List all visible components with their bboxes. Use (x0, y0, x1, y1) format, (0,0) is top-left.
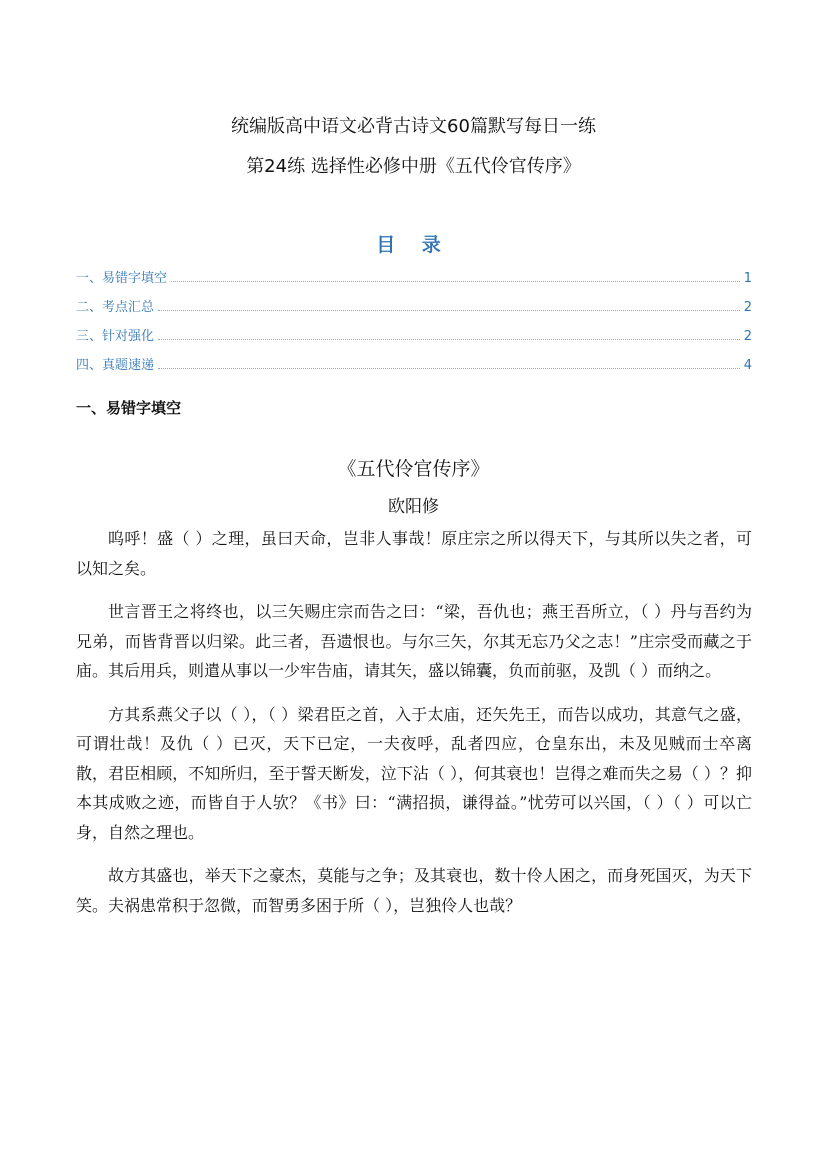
poem-title: 《五代伶官传序》 (337, 458, 490, 480)
toc-leader-dots (158, 338, 740, 340)
document-title: 统编版高中语文必背古诗文60篇默写每日一练 (231, 116, 596, 137)
toc-item-page: 2 (743, 300, 752, 315)
toc-item-label: 三、针对强化 (76, 329, 155, 344)
toc-leader-dots (158, 309, 740, 311)
poem-body (76, 524, 752, 934)
toc-item-label: 四、真题速递 (76, 358, 155, 373)
toc-item-4[interactable] (76, 354, 752, 374)
toc-item-label: 二、考点汇总 (76, 300, 155, 315)
document-subtitle: 第24练 选择性必修中册《五代伶官传序》 (246, 156, 581, 177)
paragraph: 方其系燕父子以（ ），（ ）梁君臣之首，入于太庙，还矢先王，而告以成功，其意气之盛，可谓壮哉！及仇（ ）已灭，天下已定，一夫夜呼，乱者四应，仓皇东出，未及见贼而士卒离散，君臣相顾，不知所归，至于誓天断发，泣下沾（ ），何其衰也！岂得之难而失之易（ ）？抑本其成败之迹，而皆自于人欤？《书》曰：“满招损，谦得益。”忧劳可以兴国，（ ）（ ）可以亡身，自然之理也。 (76, 704, 752, 842)
paragraph: 故方其盛也，举天下之豪杰，莫能与之争；及其衰也，数十伶人困之，而身死国灭，为天下笑。夫祸患常积于忽微，而智勇多困于所（ ），岂独伶人也哉？ (76, 866, 752, 915)
section-heading: 一、易错字填空 (76, 399, 182, 417)
toc-item-1[interactable] (76, 267, 752, 287)
toc-item-3[interactable] (76, 325, 752, 345)
toc-leader-dots (158, 367, 740, 369)
toc-item-2[interactable] (76, 296, 752, 316)
paragraph: 世言晋王之将终也，以三矢赐庄宗而告之曰：“梁，吾仇也；燕王吾所立，（ ）丹与吾约为兄弟，而皆背晋以归梁。此三者，吾遗恨也。与尔三矢，尔其无忘乃父之志！”庄宗受而藏之于庙。其后用兵，则遣从事以一少牢告庙，请其矢，盛以锦囊，负而前驱，及凯（ ）而纳之。 (76, 602, 752, 680)
paragraph: 呜呼！盛（ ）之理，虽曰天命，岂非人事哉！原庄宗之所以得天下，与其所以失之者，可以知之矣。 (76, 529, 752, 578)
toc-item-label: 一、易错字填空 (76, 271, 168, 286)
toc-leader-dots (171, 280, 740, 282)
toc-item-page: 2 (743, 329, 752, 344)
toc-item-page: 4 (743, 358, 752, 373)
toc-item-page: 1 (743, 271, 752, 286)
toc-heading: 目 录 (376, 234, 451, 256)
poem-author: 欧阳修 (388, 497, 439, 517)
